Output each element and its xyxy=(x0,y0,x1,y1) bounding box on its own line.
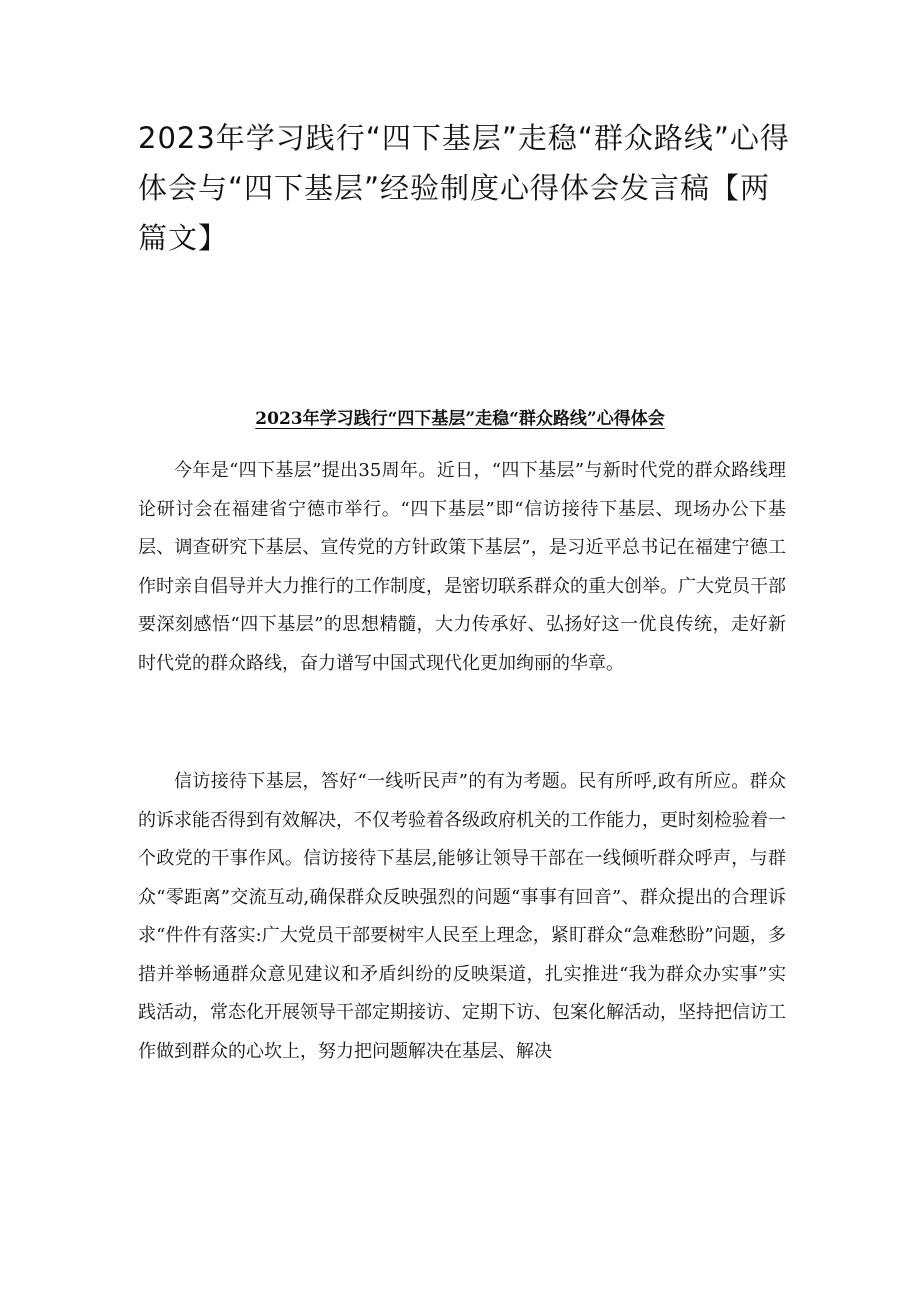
body-paragraph: 今年是“四下基层”提出35周年。近日，“四下基层”与新时代党的群众路线理论研讨会在福建省宁德市举行。“四下基层”即“信访接待下基层、现场办公下基层、调查研究下基层、宣传党的方针政策下基层”，是习近平总书记在福建宁德工作时亲自倡导并大力推行的工作制度，是密切联系群众的重大创举。广大党员干部要深刻感悟“四下基层”的思想精髓，大力传承好、弘扬好这一优良传统，走好新时代党的群众路线，奋力谱写中国式现代化更加绚丽的华章。 xyxy=(138,460,786,674)
body-paragraph: 信访接待下基层，答好“一线听民声”的有为考题。民有所呼,政有所应。群众的诉求能否得到有效解决，不仅考验着各级政府机关的工作能力，更时刻检验着一个政党的干事作风。信访接待下基层,能够让领导干部在一线倾听群众呼声，与群众“零距离”交流互动,确保群众反映强烈的问题“事事有回音”、群众提出的合理诉求“件件有落实:广大党员干部要树牢人民至上理念，紧盯群众“急难愁盼”问题，多措并举畅通群众意见建议和矛盾纠纷的反映渠道，扎实推进“我为群众办实事”实践活动，常态化开展领导干部定期接访、定期下访、包案化解活动，坚持把信访工作做到群众的心坎上，努力把问题解决在基层、解决 xyxy=(138,771,786,1062)
document-title: 2023年学习践行“四下基层”走稳“群众路线”心得体会与“四下基层”经验制度心得体会发言稿【两篇文】 xyxy=(138,121,790,255)
section-heading: 2023年学习践行“四下基层”走稳“群众路线”心得体会 xyxy=(255,409,665,429)
